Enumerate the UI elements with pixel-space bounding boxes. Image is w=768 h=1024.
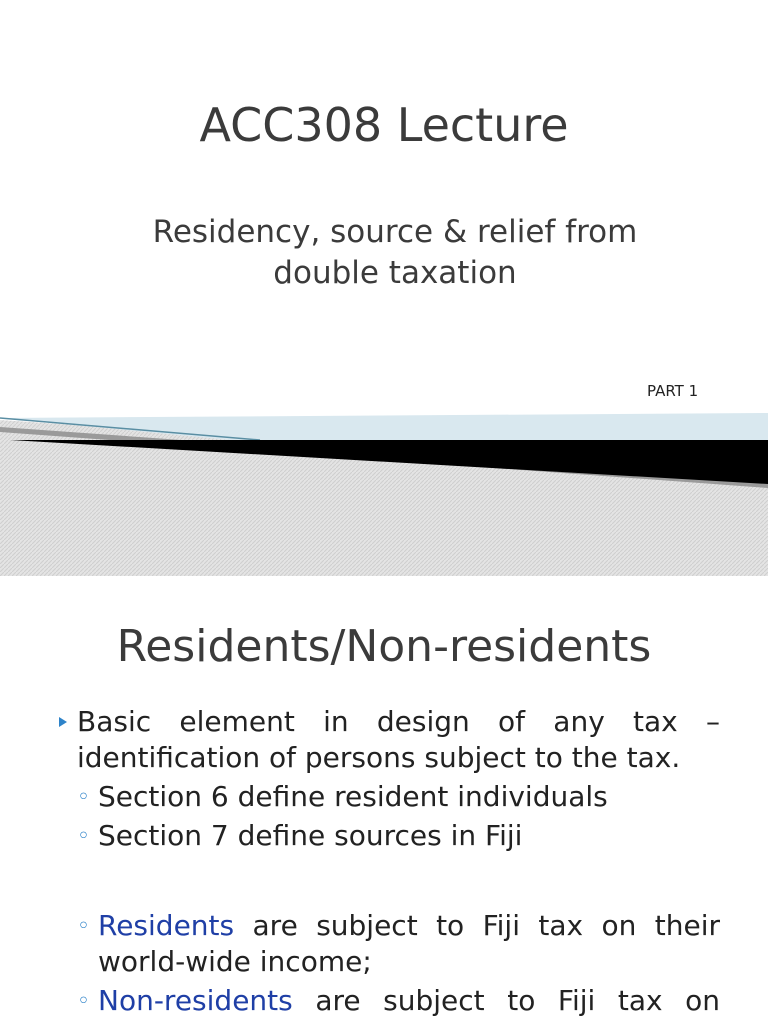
residents-line-1 xyxy=(98,908,720,944)
nonresidents-line-1 xyxy=(98,983,720,1019)
slide-title: ACC308 Lecture xyxy=(199,98,569,152)
bullet-1-line-2: identification of persons subject to the tax. xyxy=(77,741,681,774)
sub-bullet-section-7: Section 7 define sources in Fiji xyxy=(98,819,523,852)
circle-bullet-icon: ◦ xyxy=(77,914,90,939)
residents-term: Residents xyxy=(98,909,235,942)
circle-bullet-icon: ◦ xyxy=(77,785,90,810)
subtitle-line-2: double taxation xyxy=(273,255,517,291)
residents-text: are subject to Fiji tax on their xyxy=(252,909,721,942)
content-slide xyxy=(0,576,768,1024)
triangle-bullet-icon xyxy=(59,717,67,727)
circle-bullet-icon: ◦ xyxy=(77,989,90,1014)
nonresidents-text: are subject to Fiji tax on xyxy=(315,984,721,1017)
residents-line-2: world-wide income; xyxy=(98,945,372,978)
subtitle-line-1: Residency, source & relief from xyxy=(152,214,638,250)
bullet-1-line-1: Basic element in design of any tax – xyxy=(77,705,720,738)
slide-heading: Residents/Non-residents xyxy=(116,621,652,672)
nonresidents-term: Non-residents xyxy=(98,984,293,1017)
part-label: PART 1 xyxy=(647,382,699,400)
circle-bullet-icon: ◦ xyxy=(77,824,90,849)
sub-bullet-section-6: Section 6 define resident individuals xyxy=(98,780,608,813)
